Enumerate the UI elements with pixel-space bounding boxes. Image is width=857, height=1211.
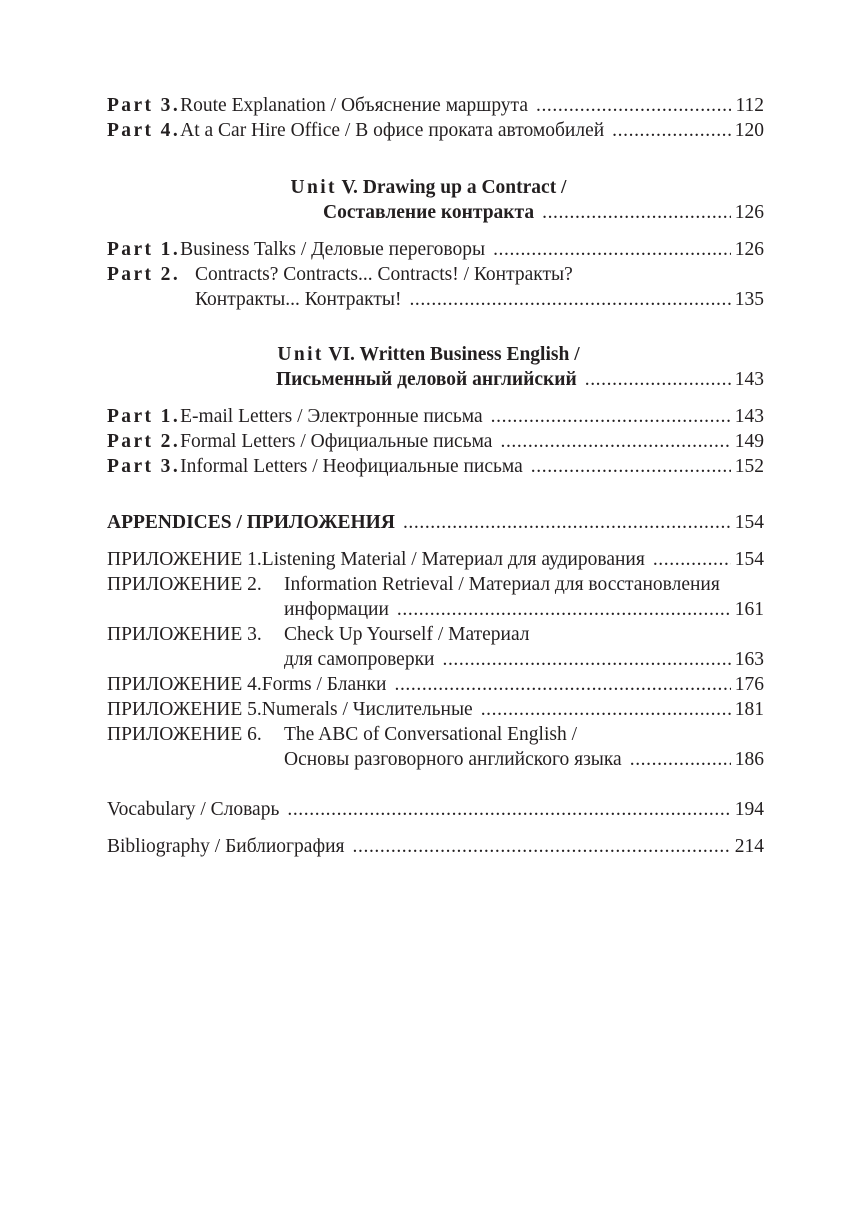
page-number: 214 — [734, 836, 764, 857]
page-number: 194 — [734, 799, 764, 820]
part-label: Part 2. — [107, 431, 181, 452]
entry-title: Information Retrieval / Материал для восстановления — [284, 574, 720, 595]
toc-entry — [107, 404, 764, 429]
unit-title-en: Drawing up a Contract / — [362, 177, 567, 198]
appendix-label: ПРИЛОЖЕНИЕ 3. — [107, 624, 262, 645]
leader-dots — [500, 429, 730, 454]
entry-title: Formal Letters / Официальные письма — [180, 431, 493, 452]
page-number: 143 — [734, 406, 764, 427]
unit-title-ru: Письменный деловой английский — [276, 369, 577, 390]
entry-title: Contracts? Contracts... Contracts! / Контракты? — [195, 264, 573, 285]
leader-dots — [585, 367, 731, 392]
toc-entry-continued — [195, 287, 764, 312]
unit-heading-ru — [276, 367, 764, 392]
appendix-entry-continued — [284, 747, 764, 772]
entry-title-continued: Контракты... Контракты! — [195, 289, 402, 310]
unit-heading — [0, 175, 857, 200]
page-number: 135 — [734, 289, 764, 310]
entry-title: Listening Material / Материал для аудирования — [261, 549, 645, 570]
part-label: Part 1. — [107, 406, 181, 427]
leader-dots — [612, 118, 731, 143]
toc-entry — [107, 93, 764, 118]
leader-dots — [353, 834, 731, 859]
page-number: 186 — [734, 749, 764, 770]
toc-entry — [107, 237, 764, 262]
leader-dots — [653, 547, 731, 572]
entry-title-continued: информации — [284, 599, 389, 620]
toc-entry — [107, 262, 764, 287]
appendix-entry — [107, 622, 764, 647]
leader-dots — [403, 510, 731, 535]
unit-title-en: Written Business English / — [359, 344, 580, 365]
appendices-title: APPENDICES / ПРИЛОЖЕНИЯ — [107, 512, 395, 533]
part-label: Part 3. — [107, 456, 181, 477]
page-number: 154 — [734, 549, 764, 570]
vocabulary-entry — [107, 797, 764, 822]
page-number: 126 — [734, 202, 764, 223]
unit-title-ru: Составление контракта — [323, 202, 535, 223]
appendix-label: ПРИЛОЖЕНИЕ 6. — [107, 724, 262, 745]
part-label: Part 4. — [107, 120, 181, 141]
entry-title: At a Car Hire Office / В офисе проката автомобилей — [180, 120, 605, 141]
entry-title-continued: Основы разговорного английского языка — [284, 749, 622, 770]
part-label: Part 3. — [107, 95, 181, 116]
page-number: 161 — [734, 599, 764, 620]
page-number: 181 — [734, 699, 764, 720]
page-number: 152 — [734, 456, 764, 477]
leader-dots — [409, 287, 730, 312]
entry-title: Business Talks / Деловые переговоры — [180, 239, 486, 260]
appendix-label: ПРИЛОЖЕНИЕ 2. — [107, 574, 262, 595]
entry-title: Bibliography / Библиография — [107, 836, 345, 857]
leader-dots — [442, 647, 730, 672]
entry-title-continued: для самопроверки — [284, 649, 435, 670]
entry-title: E-mail Letters / Электронные письма — [180, 406, 483, 427]
entry-title: Forms / Бланки — [261, 674, 387, 695]
entry-title: Route Explanation / Объяснение маршрута — [180, 95, 528, 116]
leader-dots — [542, 200, 731, 225]
entry-title: Vocabulary / Словарь — [107, 799, 280, 820]
entry-title: Check Up Yourself / Материал — [284, 624, 530, 645]
appendix-entry — [107, 697, 764, 722]
appendix-label: ПРИЛОЖЕНИЕ 5. — [107, 699, 262, 720]
leader-dots — [493, 237, 731, 262]
leader-dots — [536, 93, 731, 118]
appendix-entry — [107, 722, 764, 747]
unit-label: Unit — [277, 344, 324, 365]
entry-title: Numerals / Числительные — [261, 699, 473, 720]
leader-dots — [491, 404, 731, 429]
appendix-entry — [107, 672, 764, 697]
page-number: 154 — [734, 512, 764, 533]
bibliography-entry — [107, 834, 764, 859]
appendix-entry-continued — [284, 647, 764, 672]
appendix-entry-continued — [284, 597, 764, 622]
appendix-label: ПРИЛОЖЕНИЕ 1. — [107, 549, 262, 570]
appendices-heading — [107, 510, 764, 535]
appendix-entry — [107, 572, 764, 597]
page-number: 149 — [734, 431, 764, 452]
leader-dots — [630, 747, 731, 772]
unit-number: V. — [341, 177, 358, 198]
entry-title: The ABC of Conversational English / — [284, 724, 578, 745]
toc-entry — [107, 454, 764, 479]
leader-dots — [531, 454, 731, 479]
page-number: 143 — [734, 369, 764, 390]
toc-entry — [107, 118, 764, 143]
entry-title: Informal Letters / Неофициальные письма — [180, 456, 523, 477]
unit-heading — [0, 342, 857, 367]
leader-dots — [481, 697, 731, 722]
unit-heading-ru — [323, 200, 764, 225]
unit-label: Unit — [290, 177, 337, 198]
part-label: Part 1. — [107, 239, 181, 260]
leader-dots — [394, 672, 730, 697]
part-label: Part 2. — [107, 264, 181, 285]
leader-dots — [287, 797, 730, 822]
page-number: 112 — [735, 95, 764, 116]
appendix-label: ПРИЛОЖЕНИЕ 4. — [107, 674, 262, 695]
unit-number: VI. — [328, 344, 355, 365]
appendix-entry — [107, 547, 764, 572]
page-number: 120 — [734, 120, 764, 141]
page-number: 176 — [734, 674, 764, 695]
page-number: 126 — [734, 239, 764, 260]
leader-dots — [397, 597, 731, 622]
toc-entry — [107, 429, 764, 454]
page-number: 163 — [734, 649, 764, 670]
